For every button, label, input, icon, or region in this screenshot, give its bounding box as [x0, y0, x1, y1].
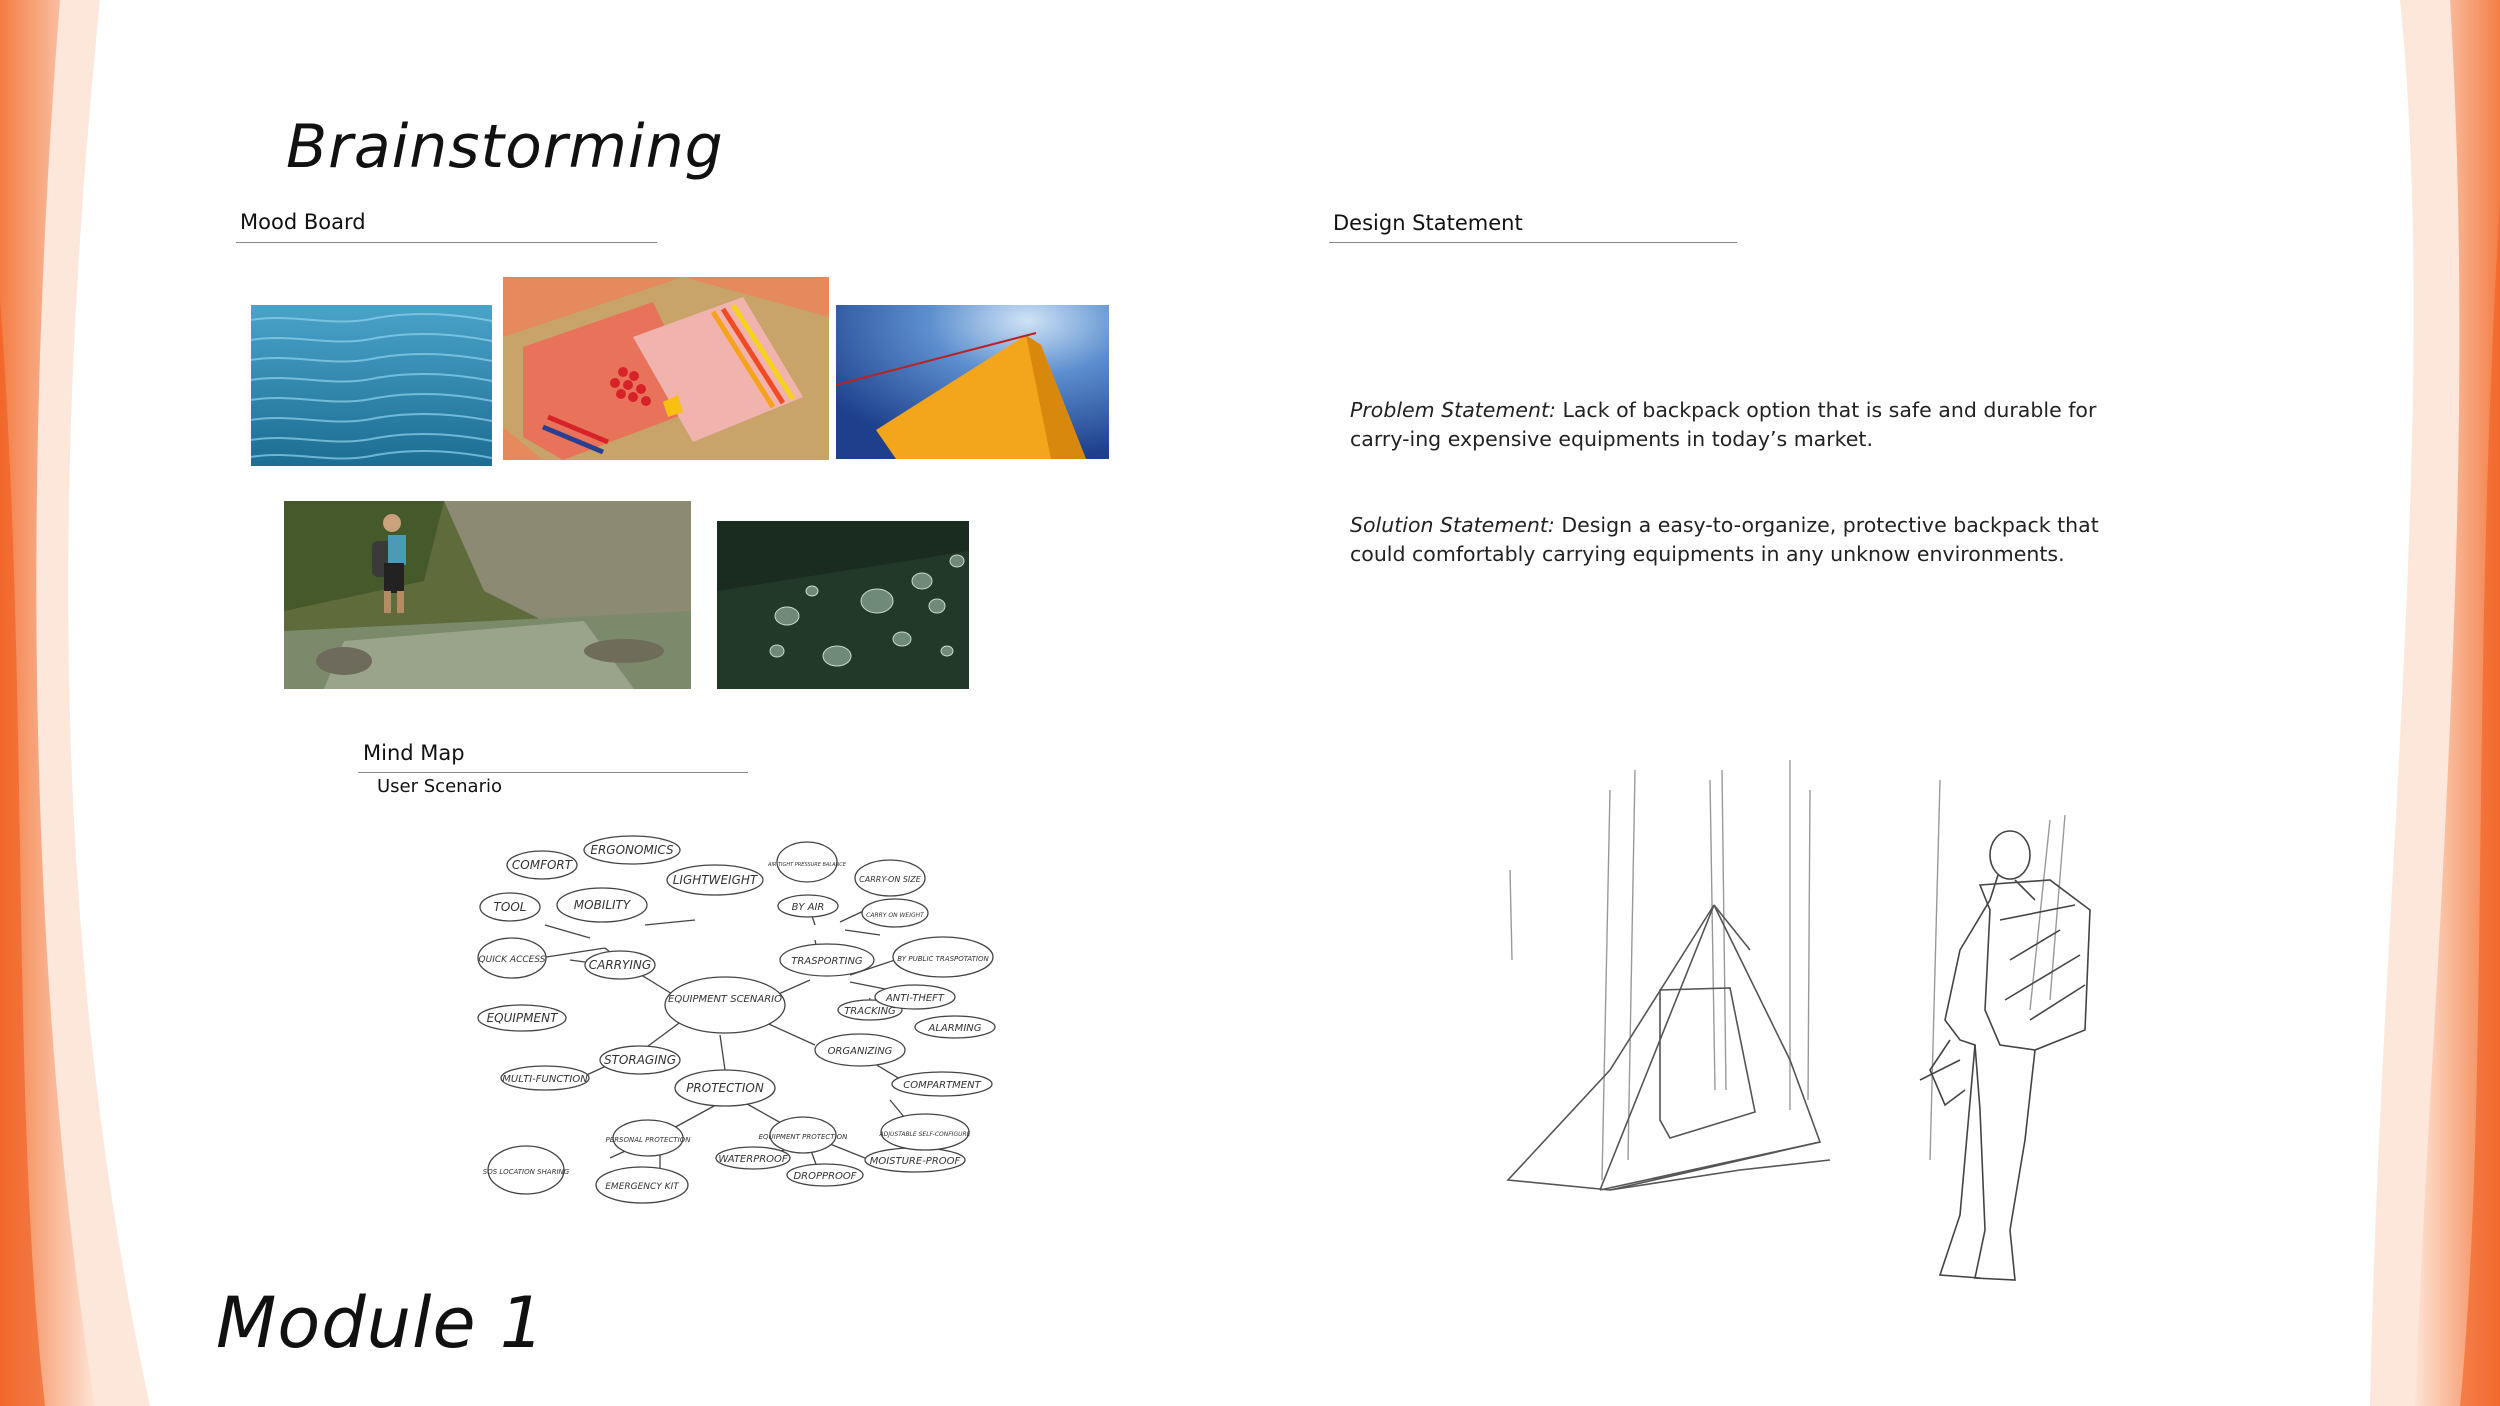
water-droplets-fabric-photo: [717, 521, 969, 689]
design-statement-divider: [1329, 242, 1737, 243]
mm-node-personal-protection: PERSONAL PROTECTION: [605, 1136, 691, 1144]
mm-node-ergonomics: ERGONOMICS: [590, 843, 674, 857]
stationery-tray-photo: [503, 277, 829, 460]
mm-node-alarming: ALARMING: [928, 1023, 982, 1034]
mm-node-carry-on-size: CARRY-ON SIZE: [859, 875, 921, 884]
problem-statement-label: Problem Statement:: [1350, 398, 1556, 422]
solution-statement: [1350, 511, 2120, 569]
solution-statement-label: Solution Statement:: [1350, 513, 1555, 537]
tent-and-backpacker-sketch: [1490, 760, 2190, 1320]
mm-node-tool: TOOL: [493, 900, 527, 914]
left-orange-border: [0, 0, 160, 1406]
mm-node-carry-on-weight: CARRY ON WEIGHT: [866, 912, 924, 919]
mm-node-storaging: STORAGING: [603, 1053, 677, 1067]
design-statement-heading: Design Statement: [1333, 211, 1523, 235]
solution-statement-text: Design a easy-to-organize, protective backpack that could comfortably carrying equipments in any unknow environments.: [1350, 513, 2099, 566]
page-title: Brainstorming: [286, 112, 724, 182]
hiker-stream-photo: [284, 501, 691, 689]
mind-map-diagram: [470, 830, 1010, 1210]
mm-node-trasporting: TRASPORTING: [791, 956, 863, 967]
mm-node-air-tight: AIR TIGHT PRESSURE BALANCE: [768, 862, 846, 868]
mm-node-center: EQUIPMENT SCENARIO: [668, 994, 782, 1005]
mm-node-equipment-protection: EQUIPMENT PROTECTION: [758, 1133, 848, 1141]
module-label: Module 1: [216, 1282, 546, 1364]
mm-node-quick-access: QUICK ACCESS: [478, 955, 546, 965]
orange-flag-photo: [836, 305, 1109, 459]
mm-node-multi-function: MULTI-FUNCTION: [502, 1074, 588, 1085]
mm-node-dropproof: DROPPROOF: [793, 1171, 857, 1182]
problem-statement-text: Lack of backpack option that is safe and durable for carry-ing expensive equipments in today’s market.: [1350, 398, 2097, 451]
mm-node-protection: PROTECTION: [686, 1081, 764, 1095]
mm-node-adjustable: ADJUSTABLE SELF-CONFIGURE: [879, 1131, 971, 1138]
mind-map-subheading: User Scenario: [377, 776, 502, 797]
mm-node-by-public: BY PUBLIC TRASPOTATION: [897, 955, 989, 963]
mm-node-anti-theft: ANTI-THEFT: [885, 993, 945, 1004]
mm-node-comfort: COMFORT: [511, 858, 573, 872]
mm-node-by-air: BY AIR: [791, 902, 825, 913]
mind-map-heading: Mind Map: [363, 741, 465, 765]
mm-node-tracking: TRACKING: [844, 1006, 896, 1017]
mood-board-heading: Mood Board: [240, 210, 366, 234]
mm-node-waterproof: WATERPROOF: [718, 1154, 788, 1165]
mm-node-organizing: ORGANIZING: [827, 1046, 893, 1057]
mm-node-sos: SOS LOCATION SHARING: [482, 1168, 570, 1176]
water-texture-photo: [251, 305, 492, 466]
right-orange-border: [2360, 0, 2500, 1406]
mm-node-lightweight: LIGHTWEIGHT: [672, 873, 758, 887]
mm-node-compartment: COMPARTMENT: [903, 1080, 981, 1091]
mm-node-mobility: MOBILITY: [573, 898, 631, 912]
mood-board-divider: [236, 242, 657, 243]
problem-statement: [1350, 396, 2120, 454]
mm-node-emergency-kit: EMERGENCY KIT: [605, 1182, 679, 1192]
mind-map-divider: [358, 772, 748, 773]
mm-node-moisture-proof: MOISTURE-PROOF: [869, 1156, 961, 1167]
mm-node-carrying: CARRYING: [588, 958, 652, 972]
mm-node-equipment: EQUIPMENT: [486, 1011, 558, 1025]
